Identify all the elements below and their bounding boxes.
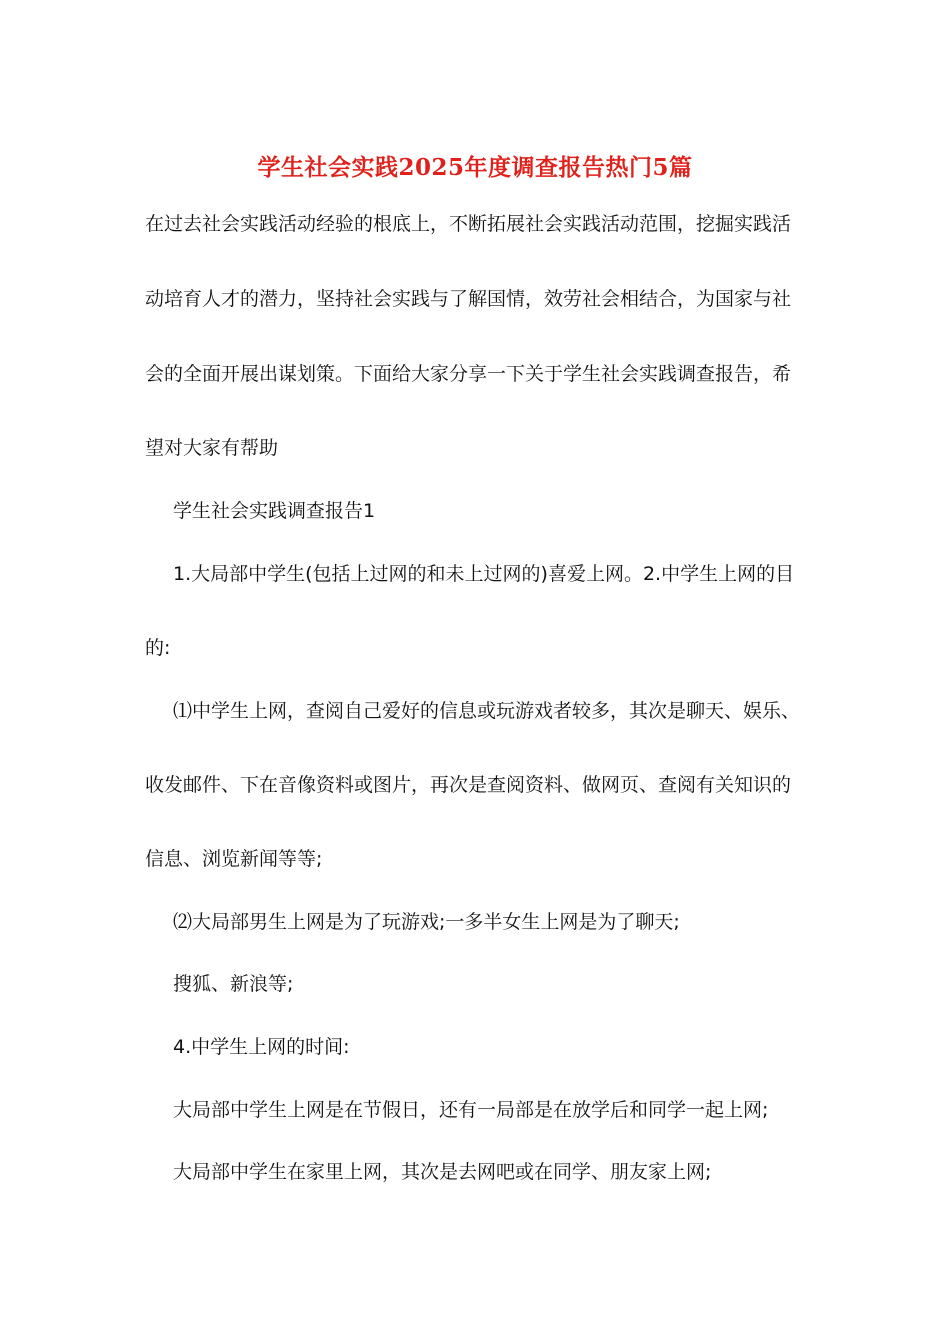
intro-line-2: 动培育人才的潜力，坚持社会实践与了解国情，效劳社会相结合，为国家与社 xyxy=(145,288,792,310)
body-line-3: ⑴中学生上网，查阅自己爱好的信息或玩游戏者较多，其次是聊天、娱乐、 xyxy=(173,700,801,722)
section-heading: 学生社会实践调查报告1 xyxy=(173,500,376,522)
body-line-2: 的: xyxy=(145,637,171,659)
intro-line-4: 望对大家有帮助 xyxy=(145,437,279,459)
body-line-6: ⑵大局部男生上网是为了玩游戏;一多半女生上网是为了聊天; xyxy=(173,911,680,933)
body-line-8: 4.中学生上网的时间: xyxy=(173,1036,350,1058)
body-line-4: 收发邮件、下在音像资料或图片，再次是查阅资料、做网页、查阅有关知识的 xyxy=(145,774,792,796)
body-line-1: 1.大局部中学生(包括上过网的和未上过网的)喜爱上网。2.中学生上网的目 xyxy=(173,563,795,585)
body-line-5: 信息、浏览新闻等等; xyxy=(145,848,323,870)
intro-line-1: 在过去社会实践活动经验的根底上，不断拓展社会实践活动范围，挖掘实践活 xyxy=(145,213,792,235)
intro-line-3: 会的全面开展出谋划策。下面给大家分享一下关于学生社会实践调查报告，希 xyxy=(145,363,792,385)
body-line-9: 大局部中学生上网是在节假日，还有一局部是在放学后和同学一起上网; xyxy=(173,1099,769,1121)
document-title: 学生社会实践2025年度调查报告热门5篇 xyxy=(257,154,693,181)
body-line-10: 大局部中学生在家里上网，其次是去网吧或在同学、朋友家上网; xyxy=(173,1161,712,1183)
body-line-7: 搜狐、新浪等; xyxy=(173,973,294,995)
